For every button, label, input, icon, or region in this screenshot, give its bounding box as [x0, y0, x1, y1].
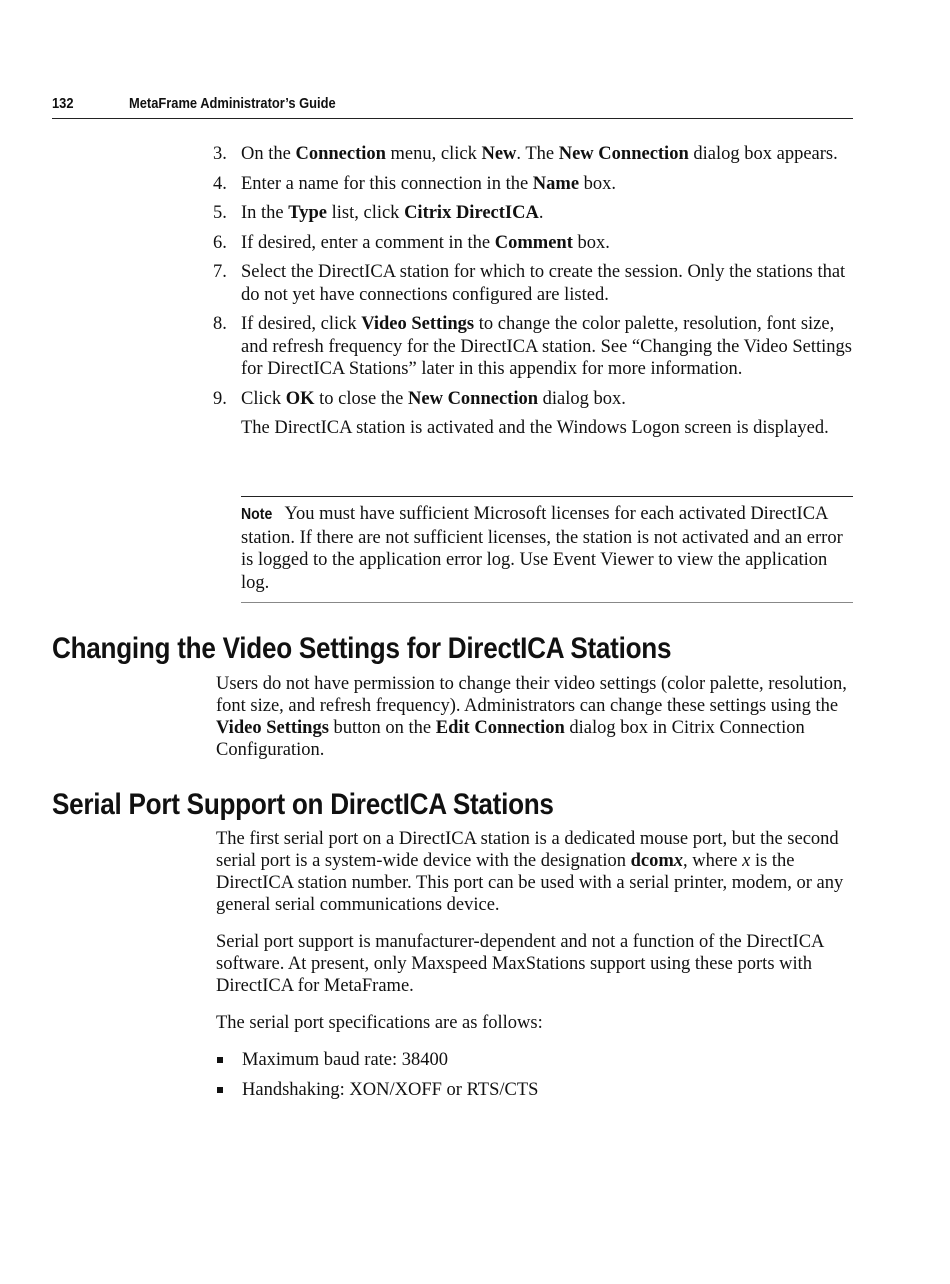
text-run: Enter a name for this connection in the — [241, 173, 533, 194]
steps-list — [213, 143, 863, 410]
bullet-item — [216, 1049, 861, 1071]
text-run: Serial port support is manufacturer-dependent and not a function of the DirectICA software. At present, only Maxspeed MaxStations support using these ports with DirectICA for MetaFrame. — [216, 932, 824, 996]
bullet-text: Handshaking: XON/XOFF or RTS/CTS — [242, 1080, 539, 1100]
spec-bullet-list — [216, 1049, 861, 1101]
text-run: Select the DirectICA station for which to create the session. Only the stations that do not yet have connections configured are listed. — [241, 262, 846, 305]
step-text — [241, 262, 845, 305]
procedure-steps — [213, 143, 863, 440]
step-number: 6. — [213, 232, 227, 253]
text-run: The serial port specifications are as follows: — [216, 1013, 543, 1033]
text-run: to change the color palette, resolution, font size, and refresh frequency for the DirectICA station. See “Changing the Video Settings for DirectICA Stations” later in this appendix for more information. — [241, 314, 852, 379]
text-run: is the DirectICA station number. This port can be used with a serial printer, modem, or any general serial communications device. — [216, 851, 844, 915]
emphasis-text: New Connection — [558, 144, 689, 164]
serial-port-paragraphs — [216, 828, 861, 1034]
step-number: 7. — [213, 262, 227, 282]
text-run: list, click — [326, 203, 405, 223]
emphasis-text: New — [481, 144, 517, 164]
text-run: box. — [579, 173, 617, 194]
text-run: dialog box. — [538, 388, 626, 409]
text-run: , where — [683, 851, 743, 871]
step-number: 4. — [213, 173, 227, 194]
text-run: Users do not have permission to change their video settings (color palette, resolution, font size, and refresh frequency). Administrators can change these settings using the — [216, 674, 847, 716]
step-result-text: The DirectICA station is activated and the Windows Logon screen is displayed. — [241, 418, 829, 438]
text-run: In the — [241, 203, 289, 223]
step-text — [241, 144, 838, 164]
step-text — [241, 314, 852, 379]
emphasis-text: x — [673, 851, 684, 871]
emphasis-text: Type — [288, 203, 327, 223]
text-run: The first serial port on a DirectICA station is a dedicated mouse port, but the second serial port is a system-wide device with the designation — [216, 829, 839, 871]
emphasis-text: Comment — [494, 232, 573, 253]
step-text — [241, 389, 626, 409]
step-item — [213, 261, 863, 306]
emphasis-text: Citrix DirectICA — [404, 203, 539, 223]
emphasis-text: Video Settings — [361, 314, 475, 334]
text-run: Click — [241, 388, 286, 409]
emphasis-text: New Connection — [408, 388, 539, 409]
step-item — [213, 202, 863, 225]
text-run: button on the — [328, 718, 436, 738]
bullet-item — [216, 1079, 861, 1101]
step-item — [213, 313, 863, 381]
emphasis-text: Connection — [295, 144, 386, 164]
step-text — [241, 174, 616, 194]
step-number: 9. — [213, 388, 227, 409]
running-header — [52, 95, 853, 119]
text-run: If desired, enter a comment in the — [241, 232, 495, 253]
body-paragraph — [216, 931, 861, 997]
bullet-square-icon — [217, 1087, 223, 1093]
emphasis-text: Video Settings — [216, 718, 329, 738]
emphasis-text: x — [742, 851, 751, 871]
step-item — [213, 143, 863, 166]
section-heading-serial-port: Serial Port Support on DirectICA Stations — [52, 788, 554, 821]
text-run: menu, click — [385, 144, 482, 164]
section-body-video-settings — [216, 673, 861, 776]
bullet-square-icon — [217, 1057, 223, 1063]
header-title: MetaFrame Administrator’s Guide — [129, 95, 336, 112]
section-heading-video-settings: Changing the Video Settings for DirectICA Stations — [52, 632, 672, 665]
step-number: 3. — [213, 144, 227, 164]
emphasis-text: OK — [285, 388, 315, 409]
step-item — [213, 232, 863, 255]
step-item — [213, 173, 863, 196]
text-run: dialog box appears. — [688, 144, 838, 164]
body-paragraph — [216, 828, 861, 916]
note-label: Note — [241, 506, 273, 523]
step-number: 5. — [213, 203, 227, 223]
note-box — [241, 496, 853, 603]
step-text — [241, 203, 543, 223]
text-run: . The — [516, 144, 559, 164]
text-run: to close the — [314, 388, 409, 409]
step-text — [241, 233, 610, 253]
body-paragraph — [216, 1012, 861, 1034]
emphasis-text: dcom — [630, 851, 674, 871]
bullet-text: Maximum baud rate: 38400 — [242, 1050, 449, 1070]
note-text: You must have sufficient Microsoft licenses for each activated DirectICA station. If there are not sufficient licenses, the station is not activated and an error is logged to the application error log. Use Event Viewer to view the application log. — [241, 504, 843, 593]
body-paragraph — [216, 673, 861, 761]
text-run: On the — [241, 144, 296, 164]
section-body-serial-port — [216, 828, 861, 1109]
emphasis-text: Edit Connection — [435, 718, 565, 738]
step-number: 8. — [213, 314, 227, 334]
text-run: . — [538, 203, 544, 223]
page-number: 132 — [52, 95, 74, 112]
text-run: If desired, click — [241, 314, 362, 334]
text-run: dialog box in Citrix Connection Configuration. — [216, 718, 805, 760]
emphasis-text: Name — [532, 173, 580, 194]
step-item — [213, 388, 863, 411]
text-run: box. — [572, 232, 610, 253]
